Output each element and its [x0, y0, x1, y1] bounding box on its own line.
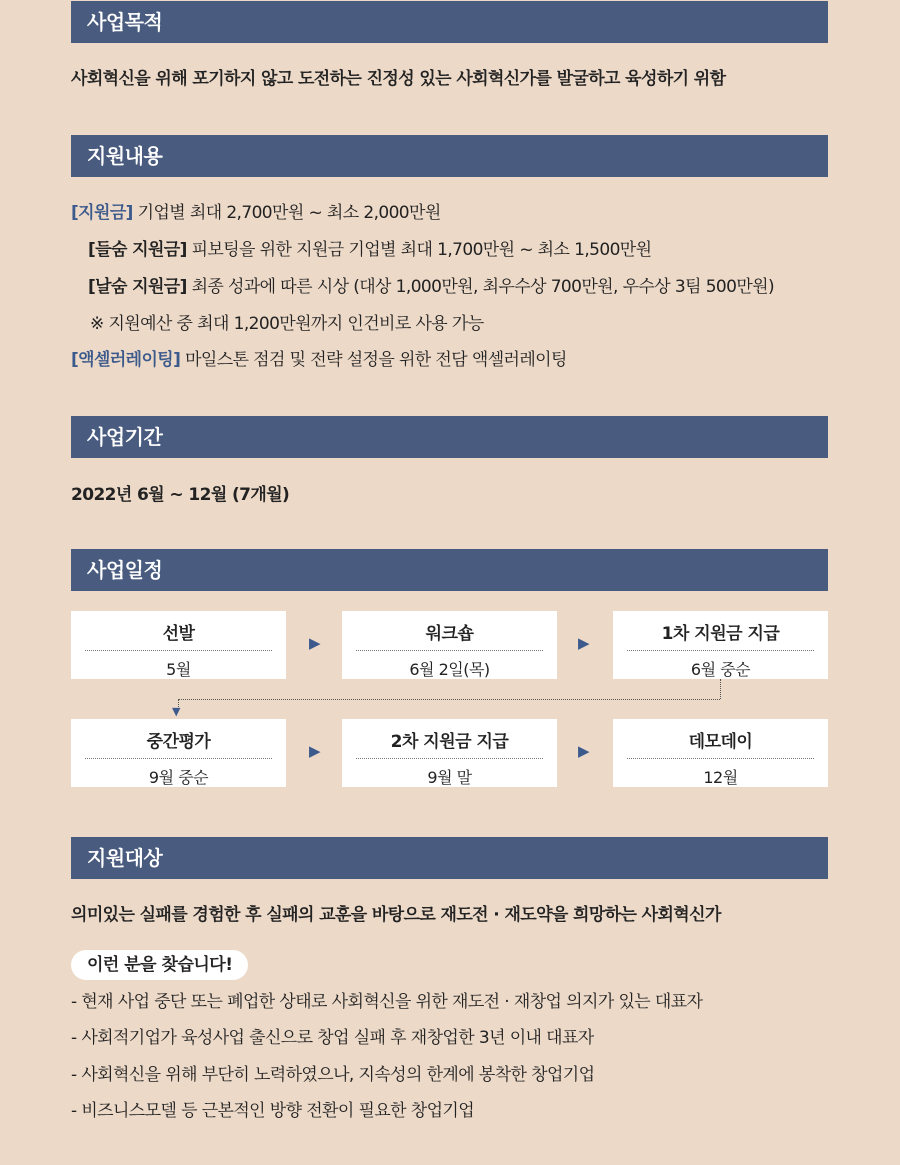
looking-for-badge: 이런 분을 찾습니다!: [71, 950, 248, 980]
schedule-step-second-grant: [342, 719, 557, 787]
target-text: 의미있는 실패를 경험한 후 실패의 교훈을 바탕으로 재도전 · 재도약을 희망하는 사회혁신가: [71, 905, 721, 925]
step-date: 9월 말: [427, 768, 472, 787]
step-title: 선발: [85, 619, 272, 651]
grant-tag: [지원금]: [71, 203, 133, 223]
accelerating-tag: [액셀러레이팅]: [71, 350, 181, 370]
schedule-step-first-grant: [613, 611, 828, 679]
schedule-step-demoday: [613, 719, 828, 787]
step-title: 2차 지원금 지급: [356, 727, 543, 759]
arrow-right-icon: ▶: [309, 742, 321, 760]
schedule-step-selection: [71, 611, 286, 679]
section-header-schedule: 사업일정: [71, 549, 828, 591]
arrow-down-icon: ▼: [172, 705, 181, 718]
target-item: - 현재 사업 중단 또는 폐업한 상태로 사회혁신을 위한 재도전 · 재창업 의지가 있는 대표자: [71, 992, 703, 1012]
step-title: 데모데이: [627, 727, 814, 759]
step-date: 12월: [703, 768, 738, 787]
arrow-right-icon: ▶: [578, 634, 590, 652]
step-title: 워크숍: [356, 619, 543, 651]
period-text: 2022년 6월 ~ 12월 (7개월): [71, 485, 290, 505]
arrow-right-icon: ▶: [309, 634, 321, 652]
step-date: 6월 2일(목): [409, 660, 490, 679]
section-header-period: 사업기간: [71, 416, 828, 458]
grant-text: 기업별 최대 2,700만원 ~ 최소 2,000만원: [137, 203, 441, 223]
target-item: - 사회적기업가 육성사업 출신으로 창업 실패 후 재창업한 3년 이내 대표자: [71, 1028, 594, 1048]
budget-note: ※ 지원예산 중 최대 1,200만원까지 인건비로 사용 가능: [90, 314, 484, 334]
flying-grant-text: 최종 성과에 따른 시상 (대상 1,000만원, 최우수상 700만원, 우수상 3팀 500만원): [191, 277, 775, 297]
step-title: 중간평가: [85, 727, 272, 759]
grant-line: [71, 198, 441, 223]
accelerating-line: [71, 345, 567, 370]
target-item: - 비즈니스모델 등 근본적인 방향 전환이 필요한 창업기업: [71, 1101, 475, 1121]
accelerating-text: 마일스톤 점검 및 전략 설정을 위한 전담 액셀러레이팅: [185, 350, 567, 370]
target-item: - 사회혁신을 위해 부단히 노력하였으나, 지속성의 한계에 봉착한 창업기업: [71, 1065, 595, 1085]
rising-grant-text: 피보팅을 위한 지원금 기업별 최대 1,700만원 ~ 최소 1,500만원: [191, 240, 652, 260]
step-date: 9월 중순: [148, 768, 209, 787]
connector-line: [178, 699, 720, 700]
flying-grant-tag: [날숨 지원금]: [88, 277, 187, 297]
step-title: 1차 지원금 지급: [627, 619, 814, 651]
section-header-purpose: 사업목적: [71, 1, 828, 43]
rising-grant-line: [88, 235, 651, 260]
schedule-step-midterm: [71, 719, 286, 787]
connector-line: [720, 679, 721, 699]
section-header-support: 지원내용: [71, 135, 828, 177]
step-date: 5월: [166, 660, 191, 679]
purpose-text: 사회혁신을 위해 포기하지 않고 도전하는 진정성 있는 사회혁신가를 발굴하고 육성하기 위함: [71, 69, 726, 89]
schedule-step-workshop: [342, 611, 557, 679]
step-date: 6월 중순: [690, 660, 751, 679]
section-header-target: 지원대상: [71, 837, 828, 879]
flying-grant-line: [88, 272, 774, 297]
arrow-right-icon: ▶: [578, 742, 590, 760]
rising-grant-tag: [들숨 지원금]: [88, 240, 187, 260]
